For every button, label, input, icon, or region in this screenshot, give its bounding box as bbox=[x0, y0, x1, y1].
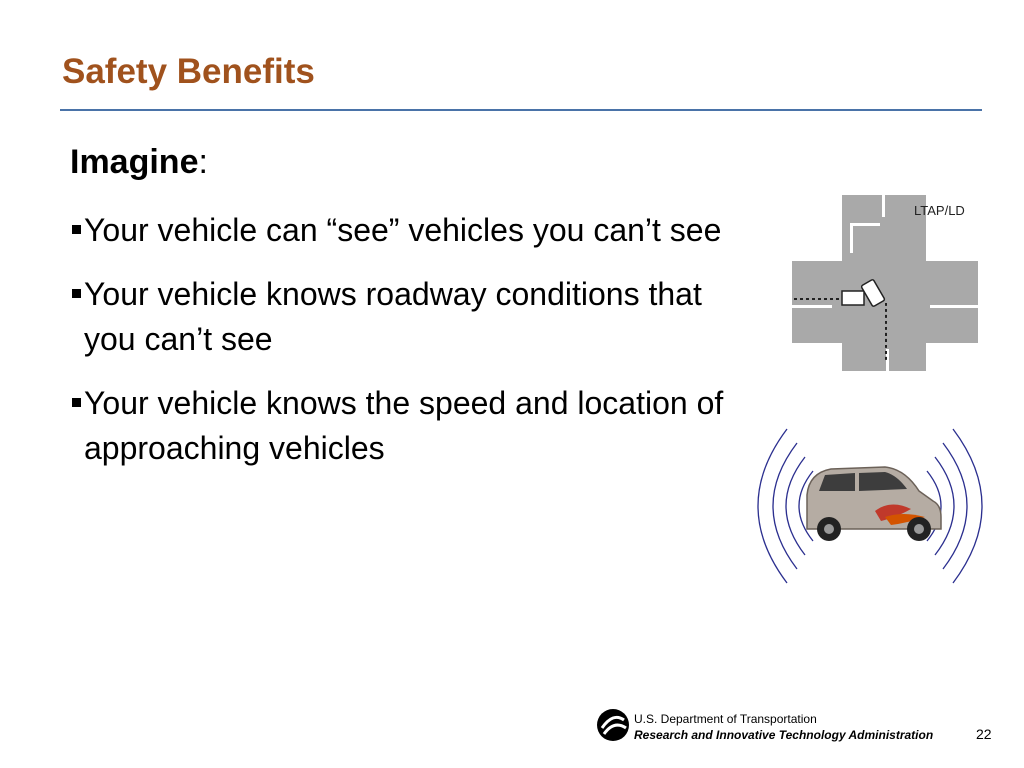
square-bullet-icon bbox=[72, 225, 81, 234]
signal-wave-left bbox=[773, 443, 797, 569]
page-number: 22 bbox=[976, 726, 992, 742]
car-left-icon bbox=[842, 291, 864, 305]
lane-marking bbox=[850, 223, 880, 226]
intro-line bbox=[70, 143, 208, 182]
slide-title: Safety Benefits bbox=[62, 52, 315, 91]
square-bullet-icon bbox=[72, 289, 81, 298]
bullet-text: Your vehicle knows roadway conditions that you can’t see bbox=[84, 276, 702, 357]
intersection-diagram bbox=[790, 193, 980, 373]
bullet-list bbox=[72, 208, 732, 490]
lane-marking bbox=[850, 223, 853, 253]
bullet-item bbox=[72, 208, 732, 253]
car-icon bbox=[807, 467, 941, 541]
bullet-text: Your vehicle can “see” vehicles you can’t see bbox=[84, 212, 722, 248]
intersection-road bbox=[792, 195, 978, 371]
bullet-item bbox=[72, 272, 732, 362]
intro-colon: : bbox=[198, 143, 208, 181]
footer-org-name: U.S. Department of Transportation bbox=[634, 712, 817, 726]
bullet-text: Your vehicle knows the speed and location of approaching vehicles bbox=[84, 385, 724, 466]
signal-wave-left bbox=[786, 457, 805, 555]
lane-marking bbox=[882, 195, 885, 217]
connected-car-illustration bbox=[735, 425, 1005, 587]
footer-org-subname: Research and Innovative Technology Administration bbox=[634, 728, 934, 742]
dot-logo-icon bbox=[596, 708, 630, 742]
lane-marking bbox=[792, 305, 832, 308]
lane-marking bbox=[930, 305, 978, 308]
title-divider bbox=[60, 109, 982, 111]
signal-wave-right bbox=[943, 443, 967, 569]
bullet-item bbox=[72, 381, 732, 471]
diagram-label: LTAP/LD bbox=[914, 203, 965, 218]
square-bullet-icon bbox=[72, 398, 81, 407]
intro-bold: Imagine bbox=[70, 143, 199, 181]
